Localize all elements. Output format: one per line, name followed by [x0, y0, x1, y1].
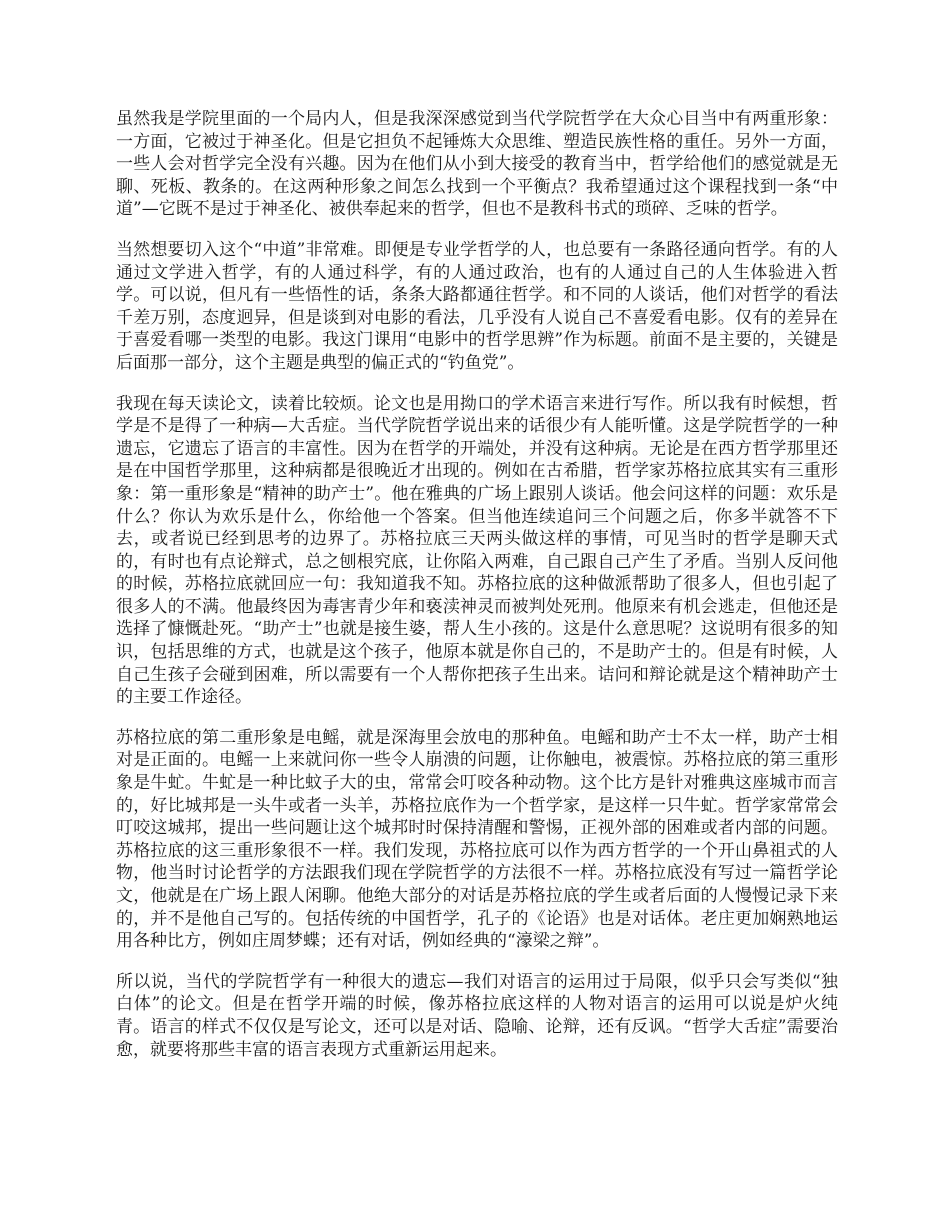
paragraph-socrates-midwife: 我现在每天读论文，读着比较烦。论文也是用拗口的学术语言来进行写作。所以我有时候想，哲学是不是得了一种病—大舌症。当代学院哲学说出来的话很少有人能听懂。这是学院哲学的一种遗忘，它遗忘了语言的丰富性。因为在哲学的开端处，并没有这种病。无论是在西方哲学那里还是在中国哲学那里，这种病都是很晚近才出现的。例如在古希腊，哲学家苏格拉底其实有三重形象：第一重形象是“精神的助产士”。他在雅典的广场上跟别人谈话。他会问这样的问题：欢乐是什么？你认为欢乐是什么，你给他一个答案。但当他连续追问三个问题之后，你多半就答不下去，或者说已经到思考的边界了。苏格拉底三天两头做这样的事情，可见当时的哲学是聊天式的，有时也有点论辩式，总之刨根究底，让你陷入两难，自己跟自己产生了矛盾。当别人反问他的时候，苏格拉底就回应一句：我知道我不知。苏格拉底的这种做派帮助了很多人，但也引起了很多人的不满。他最终因为毒害青少年和亵渎神灵而被判处死刑。他原来有机会逃走，但他还是选择了慷慨赴死。“助产士”也就是接生婆，帮人生小孩的。这是什么意思呢？这说明有很多的知识，包括思维的方式，也就是这个孩子，他原本就是你自己的，不是助产士的。但是有时候，人自己生孩子会碰到困难，所以需要有一个人帮你把孩子生出来。诘问和辩论就是这个精神助产士的主要工作途径。 — [116, 393, 838, 708]
paragraph-conclusion: 所以说，当代的学院哲学有一种很大的遗忘—我们对语言的运用过于局限，似乎只会写类似“独白体”的论文。但是在哲学开端的时候，像苏格拉底这样的人物对语言的运用可以说是炉火纯青。语言的样式不仅仅是写论文，还可以是对话、隐喻、论辩，还有反讽。“哲学大舌症”需要治愈，就要将那些丰富的语言表现方式重新运用起来。 — [116, 971, 838, 1060]
document-body — [116, 108, 838, 1079]
paragraph-middle-way: 当然想要切入这个“中道”非常难。即便是专业学哲学的人，也总要有一条路径通向哲学。有的人通过文学进入哲学，有的人通过科学，有的人通过政治，也有的人通过自己的人生体验进入哲学。可以说，但凡有一些悟性的话，条条大路都通往哲学。和不同的人谈话，他们对哲学的看法千差万别，态度迥异，但是谈到对电影的看法，几乎没有人说自己不喜爱看电影。仅有的差异在于喜爱看哪一类型的电影。我这门课用“电影中的哲学思辨”作为标题。前面不是主要的，关键是后面那一部分，这个主题是典型的偏正式的“钓鱼党”。 — [116, 239, 838, 373]
paragraph-socrates-torpedo-gadfly: 苏格拉底的第二重形象是电鳐，就是深海里会放电的那种鱼。电鳐和助产士不太一样，助产士相对是正面的。电鳐一上来就问你一些令人崩溃的问题，让你触电，被震惊。苏格拉底的第三重形象是牛虻。牛虻是一种比蚊子大的虫，常常会叮咬各种动物。这个比方是针对雅典这座城市而言的，好比城邦是一头牛或者一头羊，苏格拉底作为一个哲学家，是这样一只牛虻。哲学家常常会叮咬这城邦，提出一些问题让这个城邦时时保持清醒和警惕，正视外部的困难或者内部的问题。苏格拉底的这三重形象很不一样。我们发现，苏格拉底可以作为西方哲学的一个开山鼻祖式的人物，他当时讨论哲学的方法跟我们现在学院哲学的方法很不一样。苏格拉底没有写过一篇哲学论文，他就是在广场上跟人闲聊。他绝大部分的对话是苏格拉底的学生或者后面的人慢慢记录下来的，并不是他自己写的。包括传统的中国哲学，孔子的《论语》也是对话体。老庄更加娴熟地运用各种比方，例如庄周梦蝶；还有对话，例如经典的“濠梁之辩”。 — [116, 727, 838, 952]
paragraph-intro: 虽然我是学院里面的一个局内人，但是我深深感觉到当代学院哲学在大众心目当中有两重形象：一方面，它被过于神圣化。但是它担负不起锤炼大众思维、塑造民族性格的重任。另外一方面，一些人会对哲学完全没有兴趣。因为在他们从小到大接受的教育当中，哲学给他们的感觉就是无聊、死板、教条的。在这两种形象之间怎么找到一个平衡点？我希望通过这个课程找到一条“中道”—它既不是过于神圣化、被供奉起来的哲学，但也不是教科书式的琐碎、乏味的哲学。 — [116, 109, 838, 220]
